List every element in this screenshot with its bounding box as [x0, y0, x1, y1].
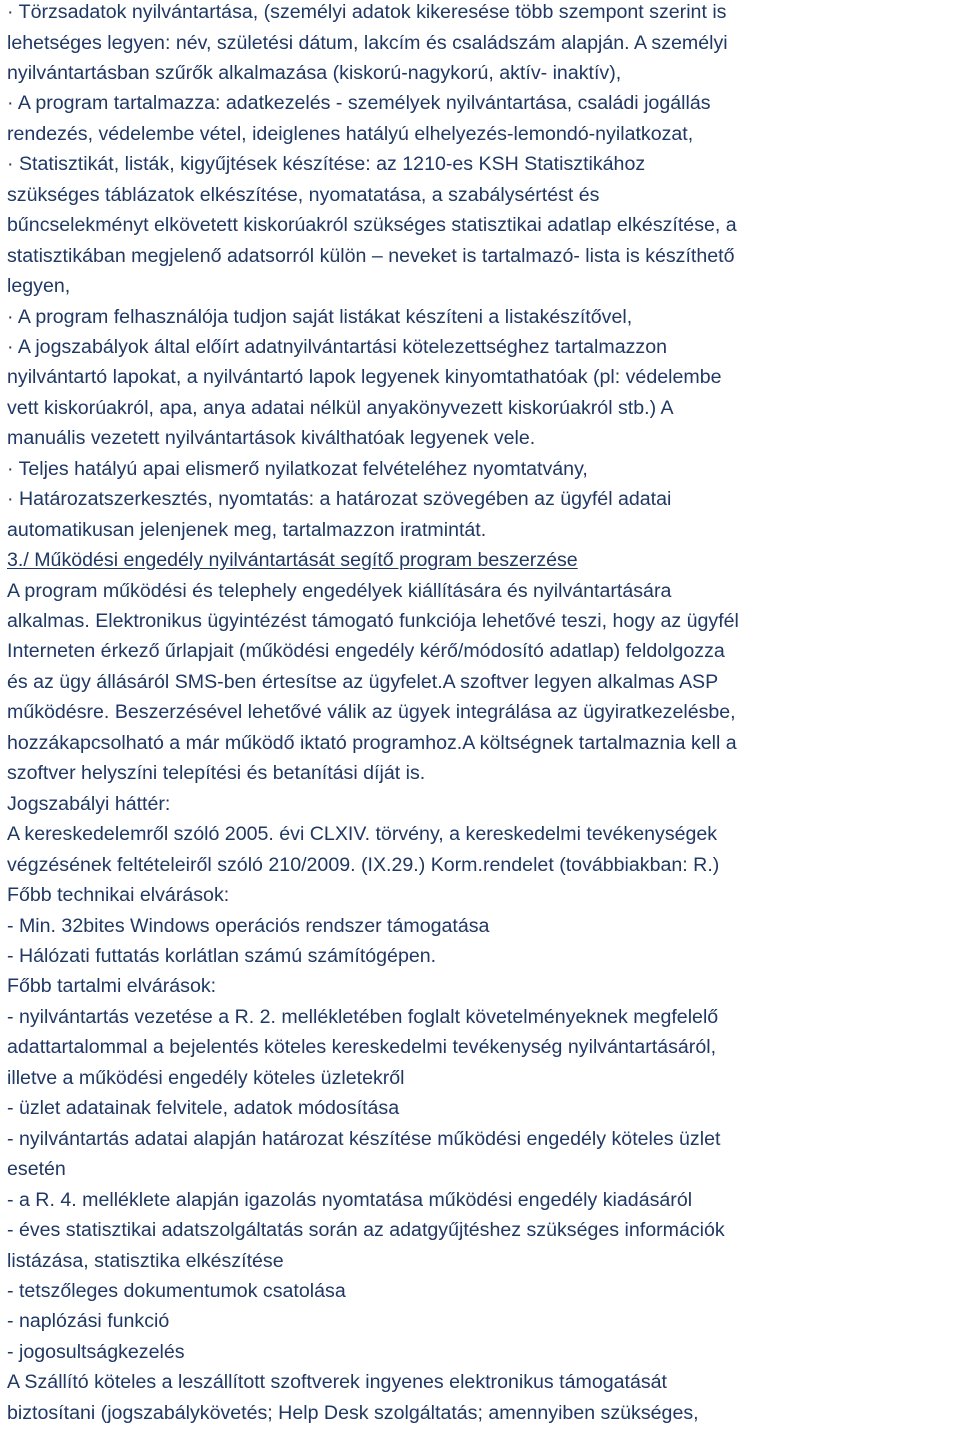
text-line: · A program felhasználója tudjon saját listákat készíteni a listakészítővel, — [7, 305, 633, 328]
text-line: alkalmas. Elektronikus ügyintézést támogató funkciója lehetővé teszi, hogy az ügyfél — [7, 610, 739, 632]
text-line: - nyilvántartás vezetése a R. 2. mellékletében foglalt követelményeknek megfelelő — [7, 1005, 719, 1028]
text-line: - tetszőleges dokumentumok csatolása — [7, 1279, 346, 1302]
text-line: nyilvántartásban szűrők alkalmazása (kiskorú-nagykorú, aktív- inaktív), — [7, 61, 622, 84]
text-line: működésre. Beszerzésével lehetővé válik az ügyek integrálása az ügyiratkezelésbe, — [7, 701, 736, 724]
text-line: adattartalommal a bejelentés köteles kereskedelmi tevékenység nyilvántartásáról, — [7, 1036, 717, 1059]
text-line: - éves statisztikai adatszolgáltatás során az adatgyűjtéshez szükséges információk — [7, 1219, 725, 1241]
text-line: · Teljes hatályú apai elismerő nyilatkozat felvételéhez nyomtatvány, — [7, 457, 588, 480]
text-line: és az ügy állásáról SMS-ben értesítse az ügyfelet.A szoftver legyen alkalmas ASP — [7, 670, 719, 693]
text-line: - Min. 32bites Windows operációs rendszer támogatása — [7, 914, 490, 937]
text-line: Interneten érkező űrlapjait (működési engedély kérő/módosító adatlap) feldolgozza — [7, 640, 725, 663]
text-line: - naplózási funkció — [7, 1310, 170, 1333]
text-line: - üzlet adatainak felvitele, adatok módosítása — [7, 1097, 400, 1120]
text-line: esetén — [7, 1158, 66, 1181]
text-line: automatikusan jelenjenek meg, tartalmazzon iratmintát. — [7, 518, 487, 541]
text-line: manuális vezetett nyilvántartások kiválthatóak legyenek vele. — [7, 427, 536, 450]
text-line: · A program tartalmazza: adatkezelés - személyek nyilvántartása, családi jogállás — [7, 92, 711, 115]
text-line: vett kiskorúakról, apa, anya adatai nélkül anyakönyvezett kiskorúakról stb.) A — [7, 396, 674, 419]
text-line: végzésének feltételeiről szóló 210/2009. (IX.29.) Korm.rendelet (továbbiakban: R.) — [7, 853, 720, 876]
text-line: - Hálózati futtatás korlátlan számú számítógépen. — [7, 944, 437, 967]
text-line: illetve a működési engedély köteles üzletekről — [7, 1066, 405, 1089]
text-line: A kereskedelemről szóló 2005. évi CLXIV. törvény, a kereskedelmi tevékenységek — [7, 823, 718, 846]
text-line: hozzákapcsolható a már működő iktató programhoz.A költségnek tartalmaznia kell a — [7, 731, 737, 754]
text-line: nyilvántartó lapokat, a nyilvántartó lapok legyenek kinyomtathatóak (pl: védelembe — [7, 366, 722, 389]
text-line: statisztikában megjelenő adatsorról külön – neveket is tartalmazó- lista is készíthető — [7, 244, 735, 267]
text-line: - jogosultságkezelés — [7, 1340, 185, 1363]
text-line: A Szállító köteles a leszállított szoftverek ingyenes elektronikus támogatását — [7, 1371, 667, 1394]
text-line: - a R. 4. melléklete alapján igazolás nyomtatása működési engedély kiadásáról — [7, 1188, 693, 1211]
text-line: · A jogszabályok által előírt adatnyilvántartási kötelezettséghez tartalmazzon — [7, 335, 668, 358]
text-line: listázása, statisztika elkészítése — [7, 1249, 284, 1272]
text-line: A program működési és telephely engedélyek kiállítására és nyilvántartására — [7, 579, 672, 602]
text-line: rendezés, védelembe vétel, ideiglenes hatályú elhelyezés-lemondó-nyilatkozat, — [7, 122, 694, 145]
text-line: · Törzsadatok nyilvántartása, (személyi adatok kikeresése több szempont szerint is — [7, 1, 727, 23]
text-line: szükséges táblázatok elkészítése, nyomatatása, a szabálysértést és — [7, 183, 600, 206]
text-line: - nyilvántartás adatai alapján határozat készítése működési engedély köteles üzlet — [7, 1127, 721, 1150]
text-line: szoftver helyszíni telepítési és betanítási díját is. — [7, 762, 426, 785]
text-line: · Statisztikát, listák, kigyűjtések készítése: az 1210-es KSH Statisztikához — [7, 153, 646, 176]
section-heading: 3./ Működési engedély nyilvántartását segítő program beszerzése — [7, 549, 578, 572]
text-line: bűncselekményt elkövetett kiskorúakról szükséges statisztikai adatlap elkészítése, a — [7, 214, 737, 237]
text-line: legyen, — [7, 275, 71, 298]
text-line: lehetséges legyen: név, születési dátum, lakcím és családszám alapján. A személyi — [7, 31, 728, 54]
text-line: Főbb tartalmi elvárások: — [7, 975, 217, 998]
text-line: Főbb technikai elvárások: — [7, 884, 230, 906]
text-line: biztosítani (jogszabálykövetés; Help Desk szolgáltatás; amennyiben szükséges, — [7, 1401, 699, 1424]
text-line: Jogszabályi háttér: — [7, 792, 171, 815]
text-line: · Határozatszerkesztés, nyomtatás: a határozat szövegében az ügyfél adatai — [7, 488, 672, 511]
